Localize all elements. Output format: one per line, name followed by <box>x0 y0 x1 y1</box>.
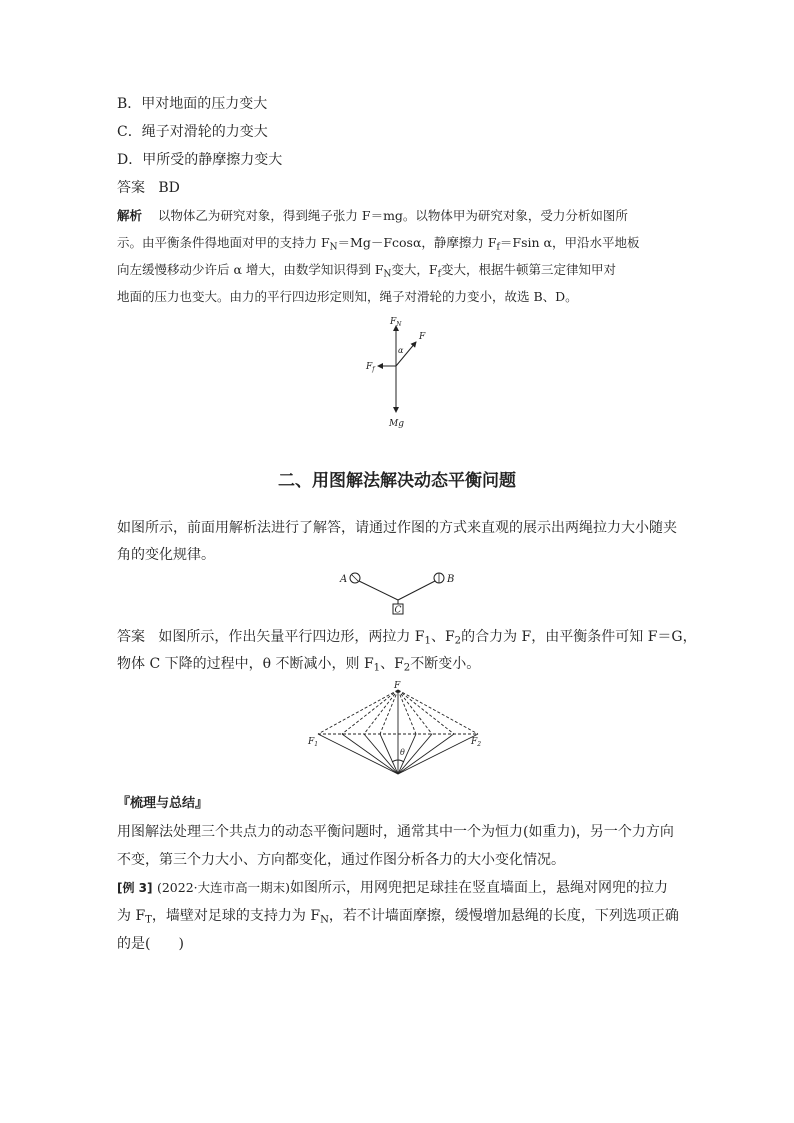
answer-line <box>117 178 180 198</box>
summary-line-2: 不变，第三个力大小、方向都变化，通过作图分析各力的大小变化情况。 <box>117 852 565 868</box>
example-source: (2022·大连市高一期末) <box>156 880 290 895</box>
option-d: D．甲所受的静摩擦力变大 <box>117 152 283 168</box>
f1-label: $F_1$ <box>308 737 319 748</box>
summary-heading: 『梳理与总结』 <box>117 796 209 811</box>
ff-label: $F_f$ <box>366 362 375 373</box>
analysis-line-1: 解析 以物体乙为研究对象，得到绳子张力 F＝mg。以物体甲为研究对象，受力分析如图所 <box>117 208 628 223</box>
label-a: A <box>340 574 348 585</box>
example-line-1: [例 3] (2022·大连市高一期末)如图所示，用网兜把足球挂在竖直墙面上，悬绳对网兜的拉力 <box>117 880 668 896</box>
example-label: [例 3] <box>117 881 153 895</box>
option-b: B．甲对地面的压力变大 <box>117 96 268 112</box>
f-label: F <box>419 332 426 342</box>
mg-label: Mg <box>389 419 404 429</box>
analysis-label: 解析 <box>117 208 143 223</box>
example-line-2: 为 $F_T$，墙壁对足球的支持力为 $F_N$，若不计墙面摩擦，缓慢增加悬绳的长度，下列选项正确 <box>117 908 679 926</box>
question-line-2: 角的变化规律。 <box>117 547 215 563</box>
answer2-line-2: 物体 C 下降的过程中，θ 不断减小，则 $F_1$、$F_2$不断变小。 <box>117 656 481 674</box>
answer-label: 答案 <box>117 180 145 196</box>
alpha-label: α <box>398 346 404 355</box>
section-title: 二、用图解法解决动态平衡问题 <box>278 471 516 491</box>
analysis-line-3: 向左缓慢移动少许后 α 增大，由数学知识得到 $F_N$变大，$F_f$变大，根据牛顿第三定律知甲对 <box>117 262 616 280</box>
question-line-1: 如图所示，前面用解析法进行了解答，请通过作图的方式来直观的展示出两绳拉力大小随夹 <box>117 520 677 536</box>
answer-value: BD <box>158 180 180 196</box>
parallelogram-diagram <box>308 678 488 778</box>
rope-b <box>398 581 435 600</box>
example-line-3: 的是( ) <box>117 936 184 952</box>
f-label: F <box>394 681 401 691</box>
analysis-line-4: 地面的压力也变大。由力的平行四边形定则知，绳子对滑轮的力变小，故选 B、D。 <box>117 289 578 304</box>
option-c: C．绳子对滑轮的力变大 <box>117 124 268 140</box>
answer2-line-1: 答案 如图所示，作出矢量平行四边形，两拉力 $F_1$、$F_2$的合力为 F，由平衡条件可知 F＝G， <box>117 629 697 647</box>
pulley-diagram <box>338 568 462 618</box>
theta-label: θ <box>400 748 405 757</box>
label-b: B <box>447 574 455 585</box>
analysis-line-2: 示。由平衡条件得地面对甲的支持力 $F_N=Mg-Fcos\alpha$，静摩擦力 $F_f=Fsin$ α，甲沿水平地板 <box>117 235 640 253</box>
answer2-label: 答案 <box>117 629 145 645</box>
label-c: C <box>394 605 402 616</box>
rope-a <box>359 581 398 600</box>
fn-label: $F_N$ <box>390 317 402 328</box>
force-diagram <box>360 312 440 432</box>
summary-line-1: 用图解法处理三个共点力的动态平衡问题时，通常其中一个为恒力(如重力)，另一个力方向 <box>117 824 674 840</box>
f2-label: $F_2$ <box>471 737 482 748</box>
